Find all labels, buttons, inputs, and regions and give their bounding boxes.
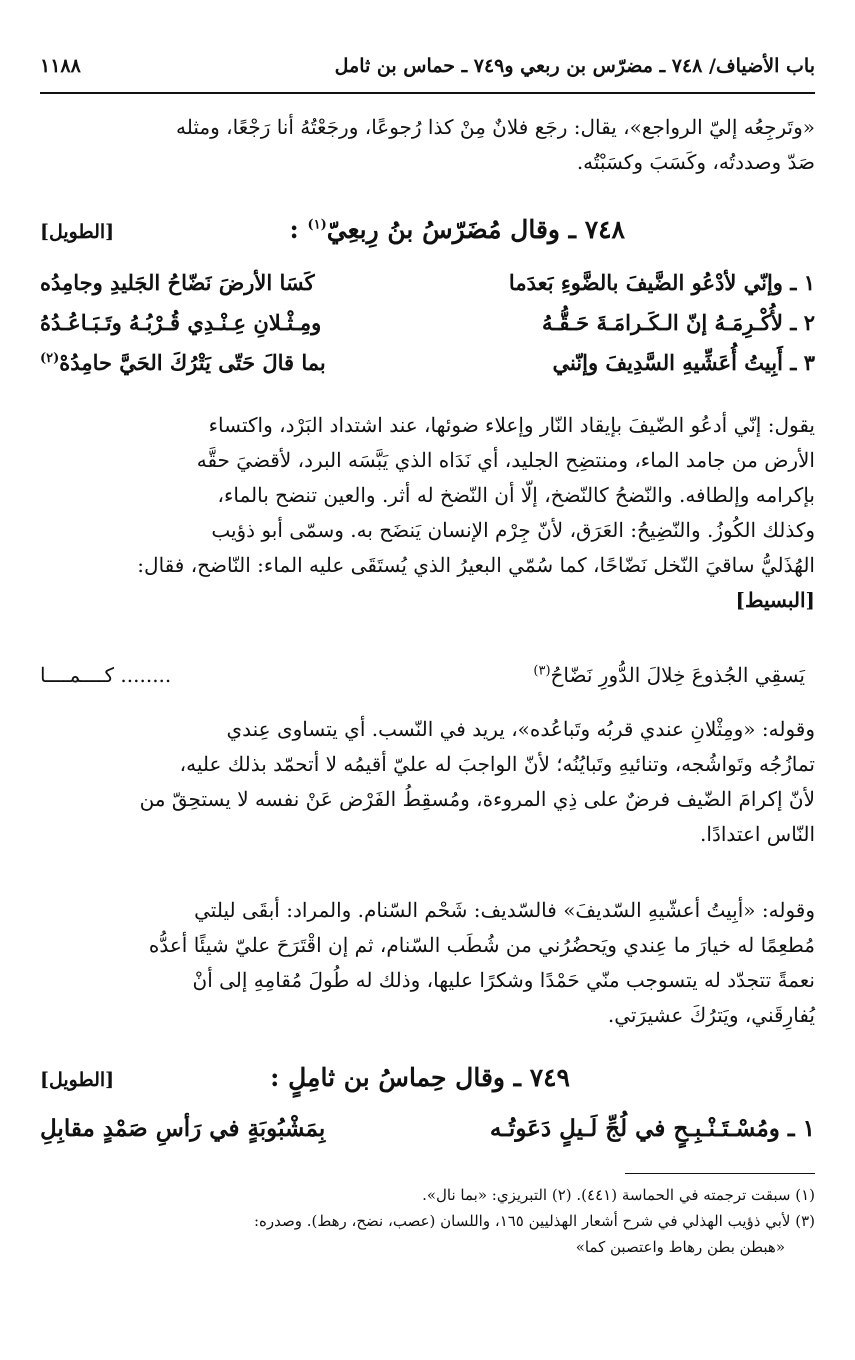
text-line: وقوله: «ومِثْلانِ عندي قربُه وتَباعُده»، يريد في النّسب. أي يتساوى عِندي <box>226 717 815 741</box>
title-colon: : <box>289 215 299 244</box>
header-rule <box>40 92 815 94</box>
meter-label: [البسيط] <box>735 588 815 612</box>
verse-second-hemistich <box>40 350 326 375</box>
poem-749-heading <box>40 1063 815 1103</box>
footnote-ref: (٣) <box>533 663 551 679</box>
footnote-rule <box>625 1173 815 1174</box>
poem-title: ٧٤٨ ـ وقال مُضَرّسُ بنُ رِبعِيّ <box>326 215 625 244</box>
footnote-ref: (٢) <box>40 351 60 366</box>
quoted-hemistich <box>533 663 805 687</box>
verse-second-hemistich: كَسَا الأرضَ نَضّاحُ الجَليدِ وجامِدُه <box>40 270 315 295</box>
verse-first-hemistich: ٢ ـ لأُكْـرِمَـهُ إنّ الـكَـرامَـةَ حَـقُّـهُ <box>541 310 815 335</box>
poem-748-heading <box>40 215 815 255</box>
commentary-paragraph-3 <box>40 893 815 1033</box>
text-line: «وتَرجِعُه إليّ الرواجع»، يقال: رجَع فلانٌ مِنْ كذا رُجوعًا، ورجَعْتُهُ أنا رَجْعًا، ومثله <box>176 115 815 139</box>
title-colon: : <box>270 1063 280 1092</box>
verse-second-hemistich: ومِـثْـلانِ عِـنْـدِي قُـرْبُـهُ وتَـبَـاعُـدُهُ <box>40 310 322 335</box>
text-line: لأنّ إكرامَ الضّيف فرضٌ على ذِي المروءة، ومُسقِطُ الفَرْض عَنْ نفسه لا يستحِقّ من <box>139 787 815 811</box>
elided-hemistich: ........ كــــمــــا <box>40 663 172 687</box>
text-line: الهُذَليُّ ساقيَ النّخل نَضّاحًا، كما سُمّي البعيرُ الذي يُستَقَى عليه الماء: النّاضح، فقال: <box>137 553 815 577</box>
commentary-paragraph-1 <box>40 408 815 618</box>
footnote-line: (٣) لأبي ذؤيب الهذلي في شرح أشعار الهذليين ١٦٥، واللسان (عصب، نضح، رهط). وصدره: <box>253 1212 815 1230</box>
verse-second-hemistich: بِمَشْبُوبَةٍ في رَأسِ صَمْدٍ مقابِلِ <box>40 1115 326 1142</box>
quoted-verse <box>40 663 815 699</box>
intro-paragraph <box>40 110 815 180</box>
page-header <box>40 55 815 85</box>
running-title: باب الأضياف/ ٧٤٨ ـ مضرّس بن ربعي و٧٤٩ ـ حماس بن ثامل <box>334 55 815 77</box>
meter-label: [الطويل] <box>40 1069 115 1091</box>
meter-label: [الطويل] <box>40 221 115 243</box>
text-line: صَدّ وصددتُه، وكَسَبَ وكسَبْتُه. <box>576 150 815 174</box>
text-line: بإكرامه وإلطافه. والنّضحُ كالنّضخ، إلّا أن النّضخ له أثر. والعين تنضح بالماء، <box>217 483 815 507</box>
verse-first-hemistich: ٣ ـ أَبِيتُ أُعَشِّيهِ السَّدِيفَ وإنّني <box>552 350 815 375</box>
footnote-ref: (١) <box>307 217 327 233</box>
verse-2 <box>40 310 815 346</box>
footnote-line: (١) سبقت ترجمته في الحماسة (٤٤١). (٢) التبريزي: «بما نال». <box>422 1186 815 1204</box>
page-number: ١١٨٨ <box>40 55 81 77</box>
text-line: وكذلك الكُوزُ. والنّضِيحُ: العَرَق، لأنّ جِرْم الإنسان يَنضَح به. وسمّى أبو ذؤيب <box>211 518 815 542</box>
text-line: نعمةً تتجدّد له يتسوجب منّي حَمْدًا وشكرًا عليها، وذلك له طُولَ مُقامِهِ إلى أنْ <box>192 968 815 992</box>
text-line: مُطعِمًا له خيارَ ما عِندي ويَحضُرُني من شُطَب السّنام، ثم إن اقْتَرَحَ عليّ شيئًا أعدُّه <box>148 933 815 957</box>
verse-3 <box>40 350 815 386</box>
hemistich-text: بما قالَ حَتّى يَتْرُكَ الحَيَّ حامِدُهْ <box>59 350 326 375</box>
text-line: يُفارِقَني، ويَترُكَ عشيرَتي. <box>607 1003 815 1027</box>
text-line: وقوله: «أبِيتُ أعشّيهِ السّديفَ» فالسّديف: شَحْم السّنام. والمراد: أبقَى ليلتي <box>194 898 815 922</box>
footnote-line: «هبطن بطن رهاط واعتصبن كما» <box>575 1238 785 1256</box>
verse-first-hemistich: ١ ـ ومُسْـتَـنْـبِـحٍ في لُجِّ لَـيلٍ دَعَوتُـه <box>489 1115 815 1142</box>
text-line: الأرض من جامد الماء، ومنتضِح الجليد، أي نَدَاه الذي يَبَّسَه البرد، لأقضيَ حقَّه <box>196 448 815 472</box>
quoted-text: يَسقِي الجُذوعَ خِلالَ الدُّورِ نَضّاحُ <box>550 663 805 687</box>
text-line: تمازُجُه وتَواشُجه، وتنائيهِ وتَبايُنُه؛ لأنّ الواجبَ له عليّ أقيمُه لا أتحمّد بذلك عليه، <box>179 752 815 776</box>
text-line: يقول: إنّي أدعُو الضّيفَ بإيقاد النّار وإعلاء ضوئها، عند اشتداد البَرْد، واكتساء <box>208 413 815 437</box>
verse-first-hemistich: ١ ـ وإنّي لأدْعُو الضَّيفَ بالضَّوءِ بَعدَما <box>508 270 815 295</box>
verse-1 <box>40 1115 815 1151</box>
poem-title: ٧٤٩ ـ وقال حِماسُ بن ثامِلٍ <box>288 1063 570 1092</box>
text-line: النّاس اعتدادًا. <box>700 822 815 846</box>
commentary-paragraph-2 <box>40 712 815 852</box>
verse-1 <box>40 270 815 306</box>
